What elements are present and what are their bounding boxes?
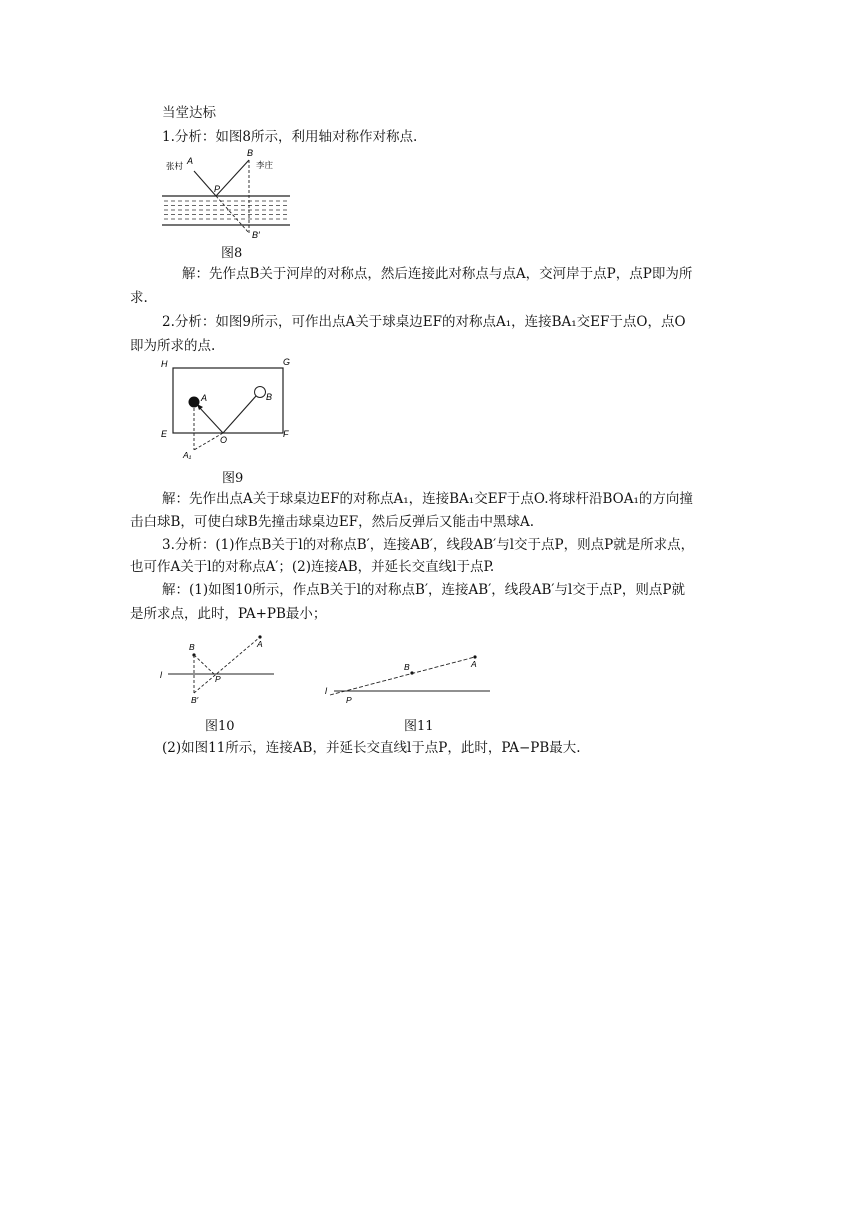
label-point-b: B bbox=[247, 148, 254, 158]
figure-9-diagram bbox=[156, 354, 302, 464]
q1-solution-line2: 求. bbox=[130, 290, 148, 306]
label-point-a: A bbox=[187, 156, 194, 166]
label-corner-f: F bbox=[283, 429, 289, 439]
q3-solution-line2: 是所求点，此时，PA+PB最小； bbox=[130, 606, 327, 622]
q2-analysis-line1: 2.分析：如图9所示，可作出点A关于球桌边EF的对称点A₁，连接BA₁交EF于点O，点O bbox=[162, 314, 686, 330]
section-title: 当堂达标 bbox=[162, 105, 216, 121]
label-point-p: P bbox=[215, 674, 221, 684]
label-point-p: P bbox=[214, 184, 221, 194]
label-corner-e: E bbox=[161, 429, 168, 439]
figure-11-diagram bbox=[320, 646, 492, 706]
label-point-b: B bbox=[404, 662, 410, 672]
label-corner-g: G bbox=[283, 357, 291, 367]
q3-solution-part2: (2)如图11所示，连接AB，并延长交直线l于点P，此时，PA−PB最大. bbox=[162, 740, 581, 756]
figure-8-diagram bbox=[158, 146, 292, 244]
label-point-b-prime: B′ bbox=[252, 230, 260, 240]
label-line-l: l bbox=[325, 686, 327, 696]
q3-analysis-line2: 也可作A关于l的对称点A′；(2)连接AB，并延长交直线l于点P. bbox=[130, 559, 495, 575]
label-ball-b: B bbox=[266, 392, 273, 402]
figure-8-caption: 图8 bbox=[221, 246, 243, 261]
q2-solution-line1: 解：先作出点A关于球桌边EF的对称点A₁，连接BA₁交EF于点O.将球杆沿BOA₁的方向撞 bbox=[162, 491, 693, 507]
label-point-b-prime: B′ bbox=[191, 695, 199, 705]
label-lizhuang: 李庄 bbox=[256, 160, 274, 170]
label-point-a: A bbox=[257, 639, 263, 649]
q3-analysis-line1: 3.分析：(1)作点B关于l的对称点B′，连接AB′，线段AB′与l交于点P，则点P就是所求点， bbox=[162, 537, 695, 553]
label-ball-a: A bbox=[201, 393, 208, 403]
q1-analysis: 1.分析：如图8所示，利用轴对称作对称点. bbox=[162, 129, 418, 145]
label-corner-h: H bbox=[161, 359, 168, 369]
figure-10-diagram bbox=[156, 630, 278, 708]
figure-9-caption: 图9 bbox=[222, 471, 244, 486]
label-zhangcun: 张村 bbox=[166, 161, 184, 171]
q2-analysis-line2: 即为所求的点. bbox=[130, 338, 216, 354]
q1-solution-line1: 解：先作点B关于河岸的对称点，然后连接此对称点与点A，交河岸于点P，点P即为所 bbox=[182, 266, 693, 282]
figure-11-caption: 图11 bbox=[404, 719, 434, 734]
label-line-l: l bbox=[160, 670, 162, 680]
q3-solution-line1: 解：(1)如图10所示，作点B关于l的对称点B′，连接AB′，线段AB′与l交于点P，则点P就 bbox=[162, 582, 685, 598]
label-point-a: A bbox=[471, 659, 477, 669]
label-point-a1: A₁ bbox=[183, 450, 192, 460]
label-point-b: B bbox=[189, 642, 195, 652]
label-point-p: P bbox=[346, 695, 352, 705]
q2-solution-line2: 击白球B，可使白球B先撞击球桌边EF，然后反弹后又能击中黑球A. bbox=[130, 514, 535, 530]
figure-10-caption: 图10 bbox=[205, 719, 235, 734]
label-point-o: O bbox=[220, 435, 228, 445]
